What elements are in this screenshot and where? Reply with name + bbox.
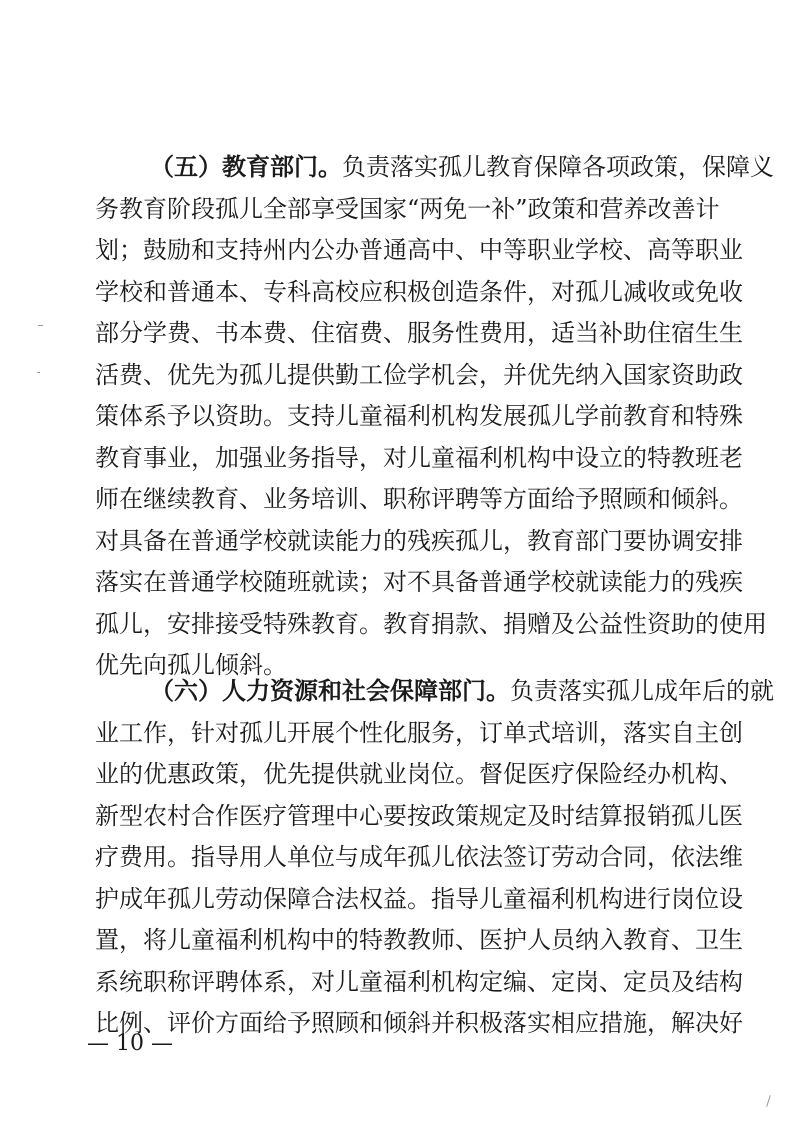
- section-5-line-7: 策体系予以资助。支持儿童福利机构发展孤儿学前教育和特殊: [95, 402, 743, 430]
- section-5-line-8: 教育事业，加强业务指导，对儿童福利机构中设立的特教班老: [95, 443, 743, 472]
- section-5-line-11: 落实在普通学校随班就读；对不具备普通学校就读能力的残疾: [95, 568, 743, 596]
- section-5-line-10: 对具备在普通学校就读能力的残疾孤儿，教育部门要协调安排: [95, 526, 743, 555]
- section-6-line-5: 疗费用。指导用人单位与成年孤儿依法签订劳动合同，依法维: [95, 843, 743, 871]
- scan-speck: [37, 372, 40, 373]
- section-6-line-8: 系统职称评聘体系，对儿童福利机构定编、定岗、定员及结构: [95, 967, 743, 996]
- section-5-line-3: 划；鼓励和支持州内公办普通高中、中等职业学校、高等职业: [95, 236, 743, 264]
- section-6-heading: （六）人力资源和社会保障部门。: [150, 676, 510, 705]
- section-5-text: 负责落实孤儿教育保障各项政策，保障义: [342, 153, 774, 181]
- section-6-line-4: 新型农村合作医疗管理中心要按政策规定及时结算报销孤儿医: [95, 801, 743, 830]
- scan-speck: [766, 1095, 771, 1107]
- section-6-line-3: 业的优惠政策，优先提供就业岗位。督促医疗保险经办机构、: [95, 760, 743, 788]
- section-6-line-1: [150, 676, 774, 706]
- section-5-heading: （五）教育部门。: [150, 152, 342, 181]
- section-5-line-1: [150, 152, 774, 182]
- section-5-line-6: 活费、优先为孤儿提供勤工俭学机会，并优先纳入国家资助政: [95, 360, 743, 389]
- section-6-line-9: 比例、评价方面给予照顾和倾斜并积极落实相应措施，解决好: [95, 1009, 743, 1037]
- section-6-line-6: 护成年孤儿劳动保障合法权益。指导儿童福利机构进行岗位设: [95, 884, 743, 913]
- section-5-line-13: 优先向孤儿倾斜。: [95, 651, 287, 679]
- section-6-line-2: 业工作，针对孤儿开展个性化服务，订单式培训，落实自主创: [95, 718, 743, 747]
- section-5-line-5: 部分学费、书本费、住宿费、服务性费用，适当补助住宿生生: [95, 319, 743, 347]
- section-5-line-9: 师在继续教育、业务培训、职称评聘等方面给予照顾和倾斜。: [95, 485, 743, 513]
- section-5-line-2: 务教育阶段孤儿全部享受国家“两免一补”政策和营养改善计: [95, 194, 720, 223]
- scan-speck: [38, 325, 43, 326]
- section-6-text: 负责落实孤儿成年后的就: [510, 677, 774, 705]
- section-6-line-7: 置，将儿童福利机构中的特教教师、医护人员纳入教育、卫生: [95, 926, 743, 954]
- section-5-line-12: 孤儿，安排接受特殊教育。教育捐款、捐赠及公益性资助的使用: [95, 609, 767, 638]
- page-number: — 10 —: [87, 1031, 173, 1056]
- section-5-line-4: 学校和普通本、专科高校应积极创造条件，对孤儿减收或免收: [95, 277, 743, 306]
